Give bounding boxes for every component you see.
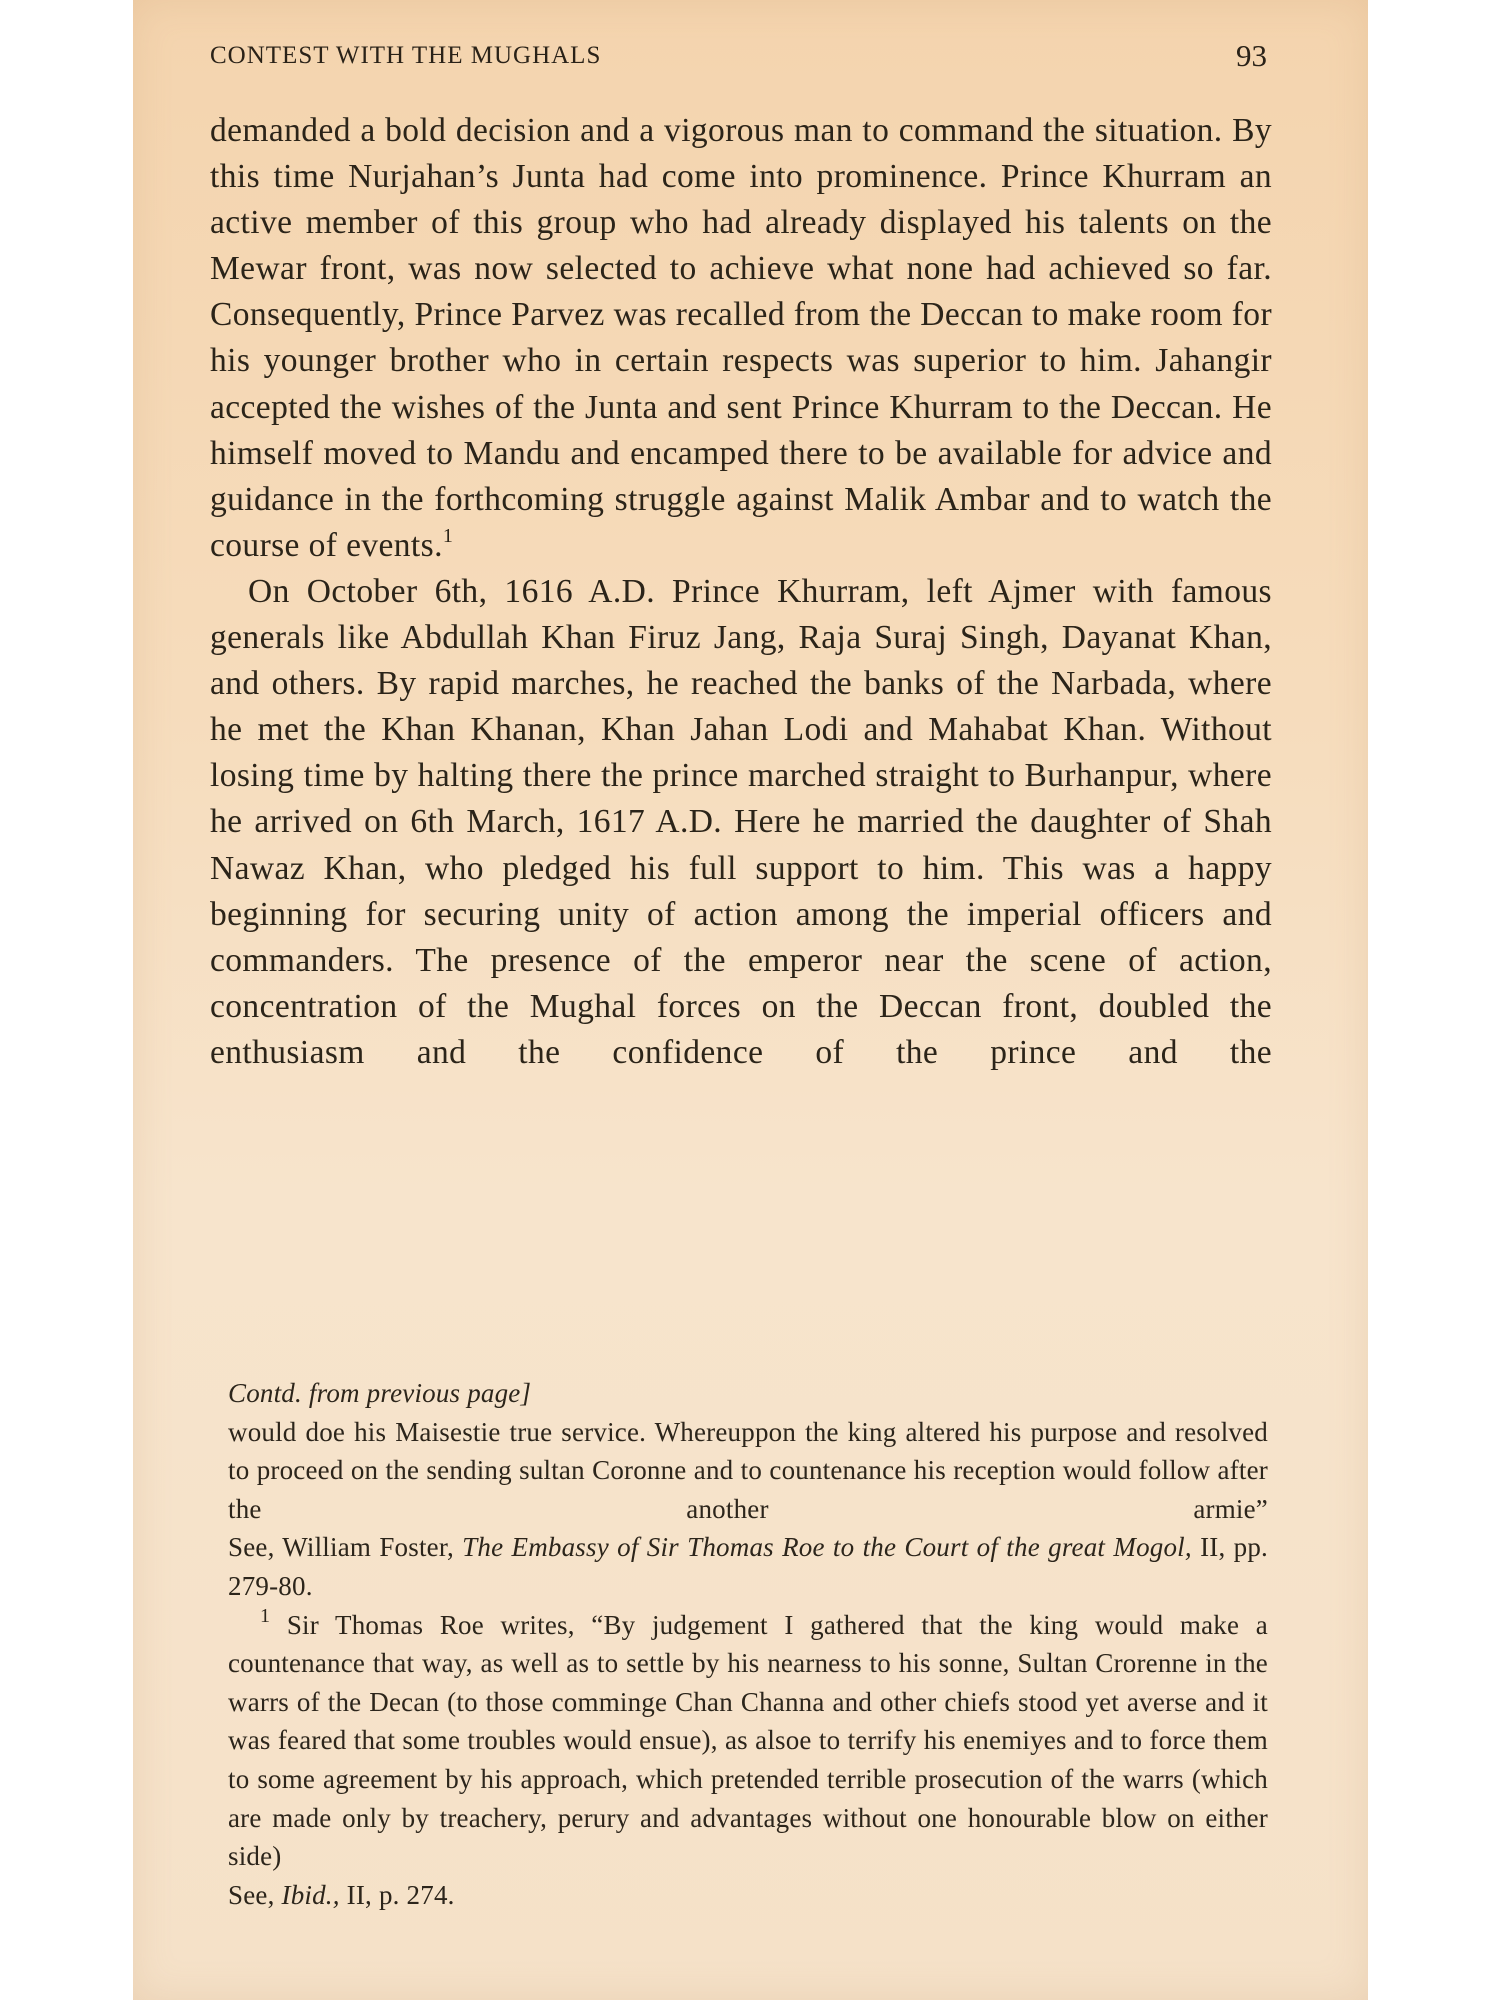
citation-prefix: See, William Foster, [228,1532,454,1563]
page-header [210,38,1267,74]
citation-suffix: II, pp. 279-80. [228,1532,1269,1601]
paragraph-2: On October 6th, 1616 A.D. Prince Khurram, left Ajmer with famous generals like Abdullah Khan Firuz Jang, Raja Suraj Singh, Dayanat Khan, and others. By rapid marches, he reached the banks of the Narbada, where he met the Khan Khanan, Khan Jahan Lodi and Mahabat Khan. Without losing time by halting there the prince marched straight to Burhanpur, where he arrived on 6th March, 1617 A.D. Here he married the daughter of Shah Nawaz Khan, who pledged his full support to him. This was a happy beginning for securing unity of action among the imperial officers and commanders. The presence of the emperor near the scene of action, concentration of the Mughal forces on the Deccan front, doubled the enthusiasm and the confidence of the prince and the [210,572,1272,1071]
footnote-1-cite-title: Ibid., [281,1879,340,1910]
paragraph-1-text: demanded a bold decision and a vigorous man to command the situation. By this time Nurjahan’s Junta had come into prominence. Prince Khurram an active member of this group who had already displayed his talents on the Mewar front, was now selected to achieve what none had achieved so far. Consequently, Prince Parvez was recalled from the Deccan to make room for his younger brother who in certain respects was superior to him. Jahangir accepted the wishes of the Junta and sent Prince Khurram to the Deccan. He himself moved to Mandu and encamped there to be available for advice and guidance in the forthcoming struggle against Malik Ambar and to watch the course of events. [210,112,1272,564]
footnote-1-citation [228,1876,1268,1915]
footnote-1-cite-suffix: II, p. 274. [346,1879,455,1910]
footnote-continued-label: Contd. from previous page] [228,1378,532,1408]
paragraph-1 [210,108,1272,569]
running-head: CONTEST WITH THE MUGHALS [210,42,602,69]
page-number: 93 [1236,38,1267,73]
main-text [210,108,1272,1076]
footnote-1-marker: 1 [260,1604,271,1627]
footnote-1-text: Sir Thomas Roe writes, “By judgement I gathered that the king would make a countenance that way, as well as to settle by his nearness to his sonne, Sultan Crorenne in the warrs of the Decan (to those comminge Chan Channa and other chiefs stood yet averse and it was feared that some troubles would ensue), as alsoe to terrify his enemiyes and to force them to some agreement by his approach, which pretended terrible prosecution of the warrs (which are made only by treachery, perury and advantages without one honourable blow on either side) [228,1609,1268,1872]
footnote-continued-citation [228,1528,1268,1605]
footnote-1-cite-prefix: See, [228,1879,275,1910]
footnote-1 [228,1606,1268,1876]
footnotes [228,1374,1268,1914]
footnote-ref-1: 1 [442,524,454,547]
citation-title: The Embassy of Sir Thomas Roe to the Court of the great Mogol, [462,1532,1192,1563]
footnote-continued-text: would doe his Maisestie true service. Whereuppon the king altered his purpose and resolved to proceed on the sending sultan Coronne and to countenance his reception would follow after the another armie” [228,1416,1268,1524]
